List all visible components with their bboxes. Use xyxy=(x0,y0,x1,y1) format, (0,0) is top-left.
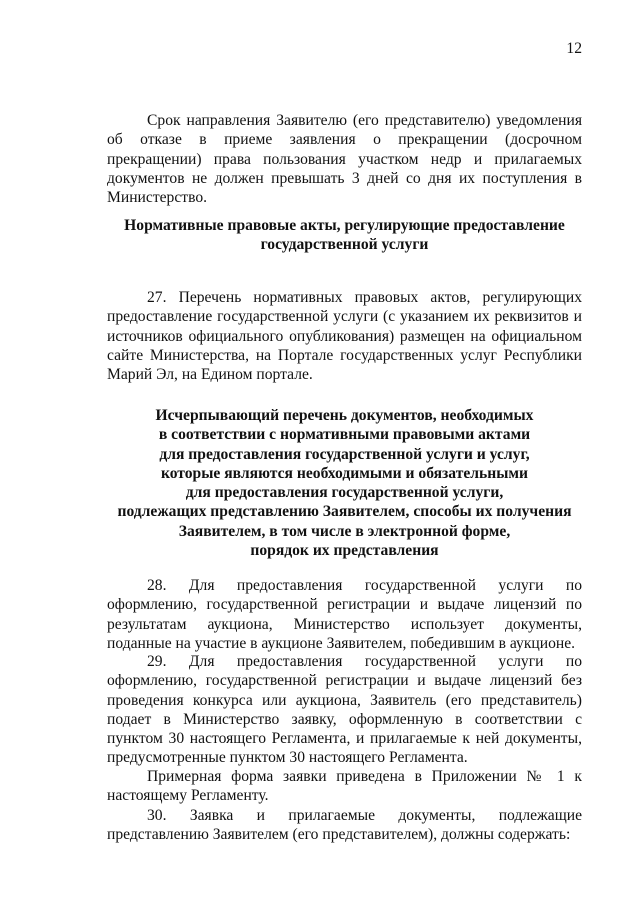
heading-line: в соответствии с нормативными правовыми актами xyxy=(158,426,531,444)
heading-line: порядок их представления xyxy=(250,542,439,560)
intro-paragraph: Срок направления Заявителю (его представителю) уведомления об отказе в приеме заявления о прекращении (досрочном прекращении) права пользования участком недр и прилагаемых документов не должен превышать 3 дней со дня их поступления в Министерство. xyxy=(107,112,582,207)
heading-line: подлежащих представлению Заявителем, способы их получения xyxy=(117,503,572,521)
heading-line: Исчерпывающий перечень документов, необходимых xyxy=(155,407,534,424)
section-heading-normative-acts xyxy=(107,216,582,255)
paragraph-30: 30. Заявка и прилагаемые документы, подлежащие представлению Заявителем (его представителем), должны содержать: xyxy=(107,807,582,844)
heading-line: для предоставления государственной услуги, xyxy=(185,484,504,502)
heading-line: которые являются необходимыми и обязательными xyxy=(160,464,529,482)
page-number: 12 xyxy=(566,40,582,57)
paragraph-29: 29. Для предоставления государственной услуги по оформлению, государственной регистрации и выдаче лицензий без проведения конкурса или аукциона, Заявитель (его представитель) подает в Министерство заявку, оформленную в соответствии с пунктом 30 настоящего Регламента, и прилагаемые к ней документы, предусмотренные пунктом 30 настоящего Регламента. xyxy=(107,653,582,767)
heading-line: Заявителем, в том числе в электронной форме, xyxy=(178,522,511,540)
heading-line: государственной услуги xyxy=(260,236,429,254)
heading-line: Нормативные правовые акты, регулирующие предоставление xyxy=(124,217,565,234)
paragraph-sample-form: Примерная форма заявки приведена в Приложении № 1 к настоящему Регламенту. xyxy=(107,768,582,805)
section-heading-documents xyxy=(107,406,582,560)
paragraph-28: 28. Для предоставления государственной услуги по оформлению, государственной регистрации и выдаче лицензий по результатам аукциона, Министерство использует документы, поданные на участие в аукционе Заявителем, победившим в аукционе. xyxy=(107,577,582,652)
heading-line: для предоставления государственной услуги и услуг, xyxy=(159,445,530,463)
paragraph-27: 27. Перечень нормативных правовых актов, регулирующих предоставление государственной услуги (с указанием их реквизитов и источников официального опубликования) размещен на официальном сайте Министерства, на Портале государственных услуг Республики Марий Эл, на Едином портале. xyxy=(107,289,582,384)
